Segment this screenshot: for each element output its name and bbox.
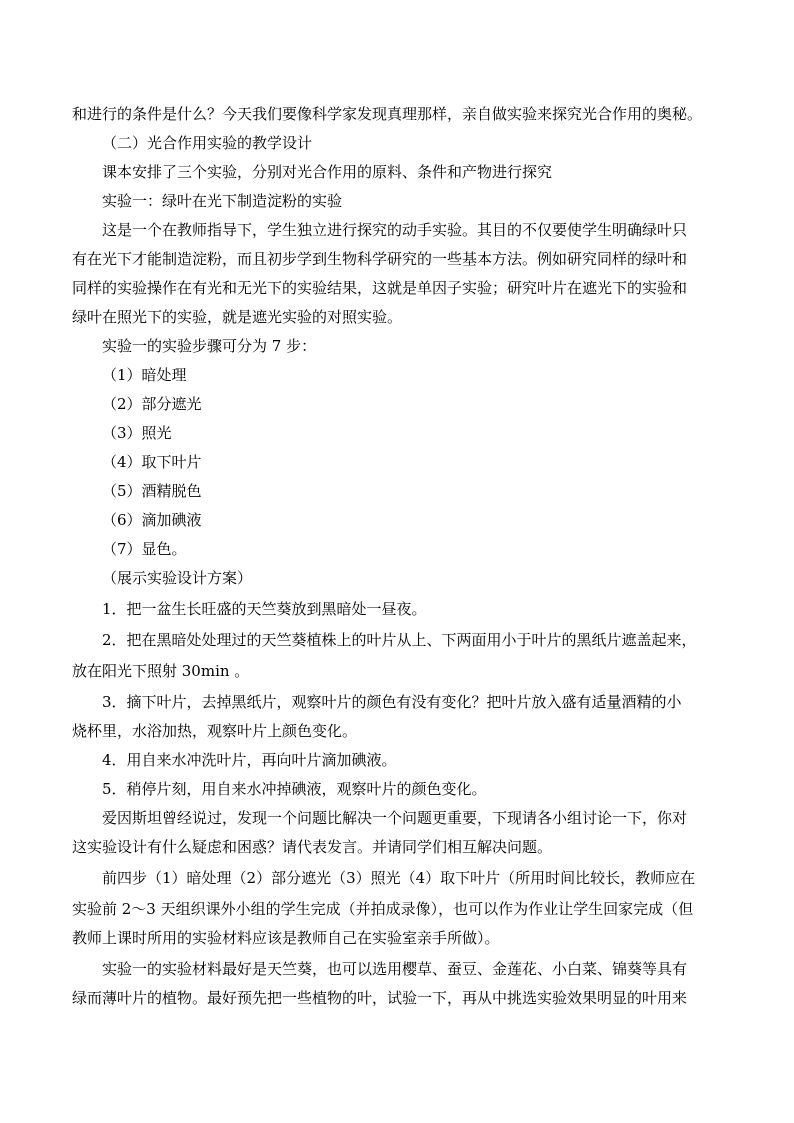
text-line: 教师上课时所用的实验材料应该是教师自己在实验室亲手所做）。 [72, 929, 500, 947]
experiment-heading: 实验一：绿叶在光下制造淀粉的实验 [102, 192, 343, 210]
text-line: 和进行的条件是什么？今天我们要像科学家发现真理那样，亲自做实验来探究光合作用的奥秘。 [72, 105, 703, 123]
list-item: （6）滴加碘液 [102, 511, 202, 529]
text-line: 绿而薄叶片的植物。最好预先把一些植物的叶，试验一下，再从中挑选实验效果明显的叶用来 [72, 989, 688, 1007]
list-item: （1）暗处理 [102, 366, 187, 384]
section-heading: （二）光合作用实验的教学设计 [102, 134, 313, 152]
list-item: （7）显色。 [102, 540, 187, 558]
list-item: （2）部分遮光 [102, 395, 202, 413]
step-item: 3．摘下叶片，去掉黑纸片，观察叶片的颜色有没有变化？把叶片放入盛有适量酒精的小 [102, 693, 682, 711]
text-line: 有在光下才能制造淀粉，而且初步学到生物科学研究的一些基本方法。例如研究同样的绿叶和 [72, 250, 688, 268]
text-line: 绿叶在照光下的实验，就是遮光实验的对照实验。 [72, 308, 403, 326]
step-item: 2．把在黑暗处处理过的天竺葵植株上的叶片从上、下两面用小于叶片的黑纸片遮盖起来， [102, 631, 697, 649]
list-item: （4）取下叶片 [102, 453, 202, 471]
text-line: 放在阳光下照射 30min 。 [72, 662, 250, 680]
step-item: 1．把一盆生长旺盛的天竺葵放到黑暗处一昼夜。 [102, 600, 427, 618]
text-line: 同样的实验操作在有光和无光下的实验结果，这就是单因子实验；研究叶片在遮光下的实验和 [72, 279, 688, 297]
text-line: 实验一的实验步骤可分为 7 步： [102, 337, 317, 355]
text-line: 这实验设计有什么疑虑和困惑？请代表发言。并请同学们相互解决问题。 [72, 838, 553, 856]
text-line: 课本安排了三个实验，分别对光合作用的原料、条件和产物进行探究 [102, 163, 553, 181]
text-line: 实验一的实验材料最好是天竺葵，也可以选用樱草、蚕豆、金莲花、小白菜、锦葵等具有 [102, 960, 688, 978]
text-line: 烧杯里，水浴加热，观察叶片上颜色变化。 [72, 722, 358, 740]
list-item: （5）酒精脱色 [102, 482, 202, 500]
text-line: 这是一个在教师指导下，学生独立进行探究的动手实验。其目的不仅要使学生明确绿叶只 [102, 221, 688, 239]
text-line: （展示实验设计方案） [102, 569, 253, 587]
text-line: 前四步（1）暗处理（2）部分遮光（3）照光（4）取下叶片（所用时间比较长，教师应在 [102, 869, 696, 887]
list-item: （3）照光 [102, 424, 172, 442]
step-item: 4．用自来水冲洗叶片，再向叶片滴加碘液。 [102, 751, 397, 769]
text-line: 爱因斯坦曾经说过，发现一个问题比解决一个问题更重要，下现请各小组讨论一下，你对 [102, 809, 688, 827]
text-line: 实验前 2～3 天组织课外小组的学生完成（并拍成录像），也可以作为作业让学生回家完成（但 [72, 900, 694, 918]
step-item: 5．稍停片刻，用自来水冲掉碘液，观察叶片的颜色变化。 [102, 780, 487, 798]
